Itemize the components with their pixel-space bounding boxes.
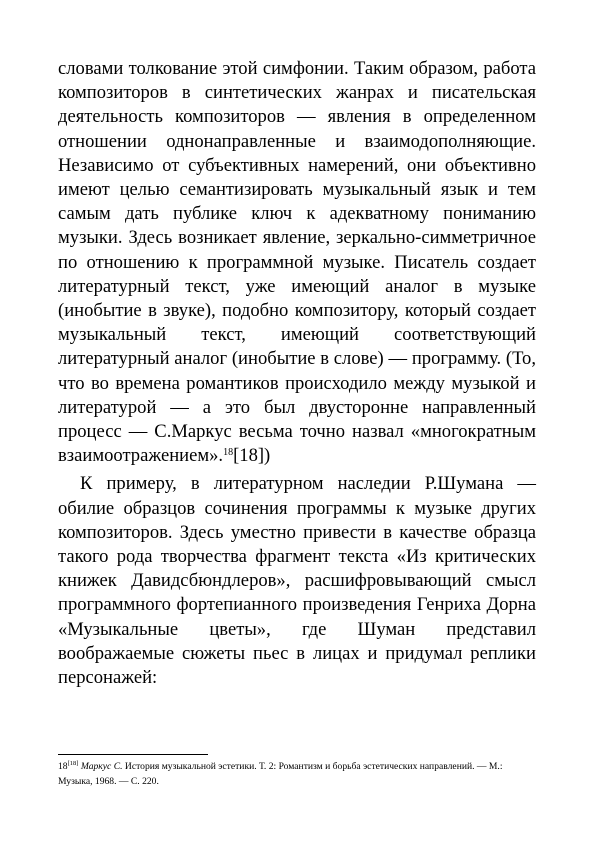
- footnote-sup-ref: [18]: [67, 760, 79, 767]
- paragraph-2: К примеру, в литературном наследии Р.Шумана — обилие образцов сочинения программы к музыке других композиторов. Здесь уместно привести в качестве образца такого рода творчества фрагмент текста «Из критических книжек Давидсбюндлеров», расшифровывающий смысл программного фортепианного произведения Генриха Дорна «Музыкальные цветы», где Шуман представил воображаемые сюжеты пьес в лицах и придумал реплики персонажей:: [58, 473, 536, 689]
- footnote-reference[interactable]: 18: [223, 447, 234, 459]
- paragraph-1-text: словами толкование этой симфонии. Таким образом, работа композиторов в синтетических жанрах и писательская деятельность композиторов — явления в определенном отношении однонаправленные и взаимодополняющие. Независимо от субъективных намерений, они объективно имеют целью семантизировать музыкальный язык и тем самым дать публике ключ к адекватному пониманию музыки. Здесь возникает явление, зеркально-симметричное по отношению к программной музыке. Писатель создает литературный текст, уже имеющий аналог в музыке (инобытие в звуке), подобно композитору, который создает музыкальный текст, имеющий соответствующий литературный аналог (инобытие в слове) — программу. (То, что во времена романтиков происходило между музыкой и литературой — а это был двусторонне направленный процесс — С.Маркус весьма точно назвал «многократным взаимоотражением».: [58, 58, 536, 467]
- footnote: [58, 759, 536, 789]
- footnote-text: История музыкальной эстетики. Т. 2: Романтизм и борьба эстетических направлений. — М.: Музыка, 1968. — С. 220.: [58, 761, 503, 787]
- body-text: [58, 57, 536, 690]
- paragraph-1-tail: [18]): [233, 445, 271, 467]
- footnote-divider: [58, 754, 208, 755]
- footnote-author: Маркус С.: [80, 761, 123, 772]
- paragraph-1: [58, 57, 536, 468]
- footnote-number: 18: [58, 761, 68, 772]
